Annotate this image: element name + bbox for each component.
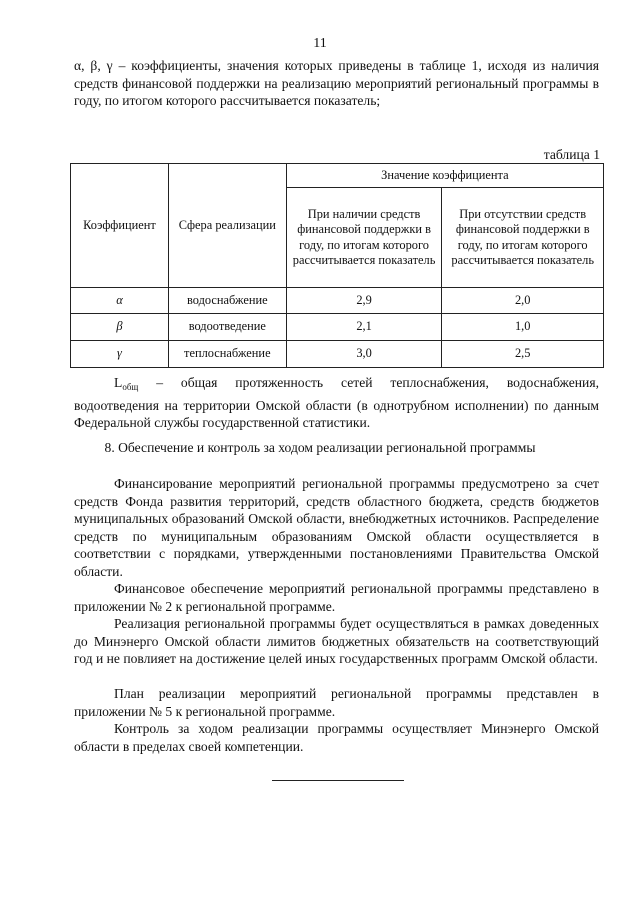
table-row	[71, 341, 604, 368]
row-value-with: 2,1	[286, 314, 442, 341]
lobsh-paragraph	[74, 374, 599, 432]
intro-text: – коэффициенты, значения которых приведены в таблице 1, исходя из наличия средств финансовой поддержки на реализацию мероприятий региональный программы в году, по итогом которого рассчитывается показатель;	[74, 58, 599, 109]
intro-paragraph	[74, 57, 599, 110]
section-heading: 8. Обеспечение и контроль за ходом реализации региональной программы	[104, 440, 536, 455]
row-symbol: γ	[71, 341, 169, 368]
header-without-support: При отсутствии средств финансовой поддержки в году, по итогам которого рассчитывается показатель	[442, 188, 604, 288]
lobsh-symbol: L	[114, 375, 123, 390]
coefficient-symbols: α, β, γ	[74, 58, 113, 73]
row-symbol: α	[71, 288, 169, 314]
lobsh-subscript: общ	[122, 382, 139, 392]
paragraph-plan: План реализации мероприятий региональной программы представлен в приложении № 5 к региональной программе.	[74, 686, 599, 719]
table-row	[71, 288, 604, 314]
row-value-with: 2,9	[286, 288, 442, 314]
row-sphere: теплоснабжение	[168, 341, 286, 368]
header-sphere: Сфера реализации	[168, 164, 286, 288]
header-coefficient: Коэффициент	[71, 164, 169, 288]
table-header-row	[71, 164, 604, 188]
paragraph-implementation: Реализация региональной программы будет осуществляться в рамках доведенных до Минэнерго Омской области лимитов бюджетных обязательств на соответствующий год и не повлияет на достижение целей иных государственных программ Омской области.	[74, 616, 599, 667]
lobsh-text: – общая протяженность сетей теплоснабжения, водоснабжения, водоотведения на территории Омской области (в однотрубном исполнении) по данным Федеральной службы государственной статистики.	[74, 375, 599, 431]
paragraph-financial-support: Финансовое обеспечение мероприятий региональной программы представлено в приложении № 2 к региональной программе.	[74, 581, 599, 614]
coefficient-table	[70, 163, 604, 368]
paragraph-financing: Финансирование мероприятий региональной программы предусмотрено за счет средств Фонда развития территорий, средств областного бюджета, средств бюджетов муниципальных образований Омской области, внебюджетных источников. Распределение средств по муниципальным образованиям Омской области осуществляется в соответствии с порядками, утвержденными постановлениями Правительства Омской области.	[74, 476, 599, 579]
header-value-group: Значение коэффициента	[286, 164, 603, 188]
paragraph-control: Контроль за ходом реализации программы осуществляет Минэнерго Омской области в пределах своей компетенции.	[74, 721, 599, 754]
row-sphere: водоотведение	[168, 314, 286, 341]
table-caption: таблица 1	[543, 147, 600, 162]
page-number: 11	[313, 36, 327, 51]
row-value-with: 3,0	[286, 341, 442, 368]
row-value-without: 2,5	[442, 341, 604, 368]
row-value-without: 2,0	[442, 288, 604, 314]
table-row	[71, 314, 604, 341]
closing-rule	[272, 780, 404, 781]
header-with-support: При наличии средств финансовой поддержки в году, по итогам которого рассчитывается показатель	[286, 188, 442, 288]
row-symbol: β	[71, 314, 169, 341]
row-sphere: водоснабжение	[168, 288, 286, 314]
row-value-without: 1,0	[442, 314, 604, 341]
